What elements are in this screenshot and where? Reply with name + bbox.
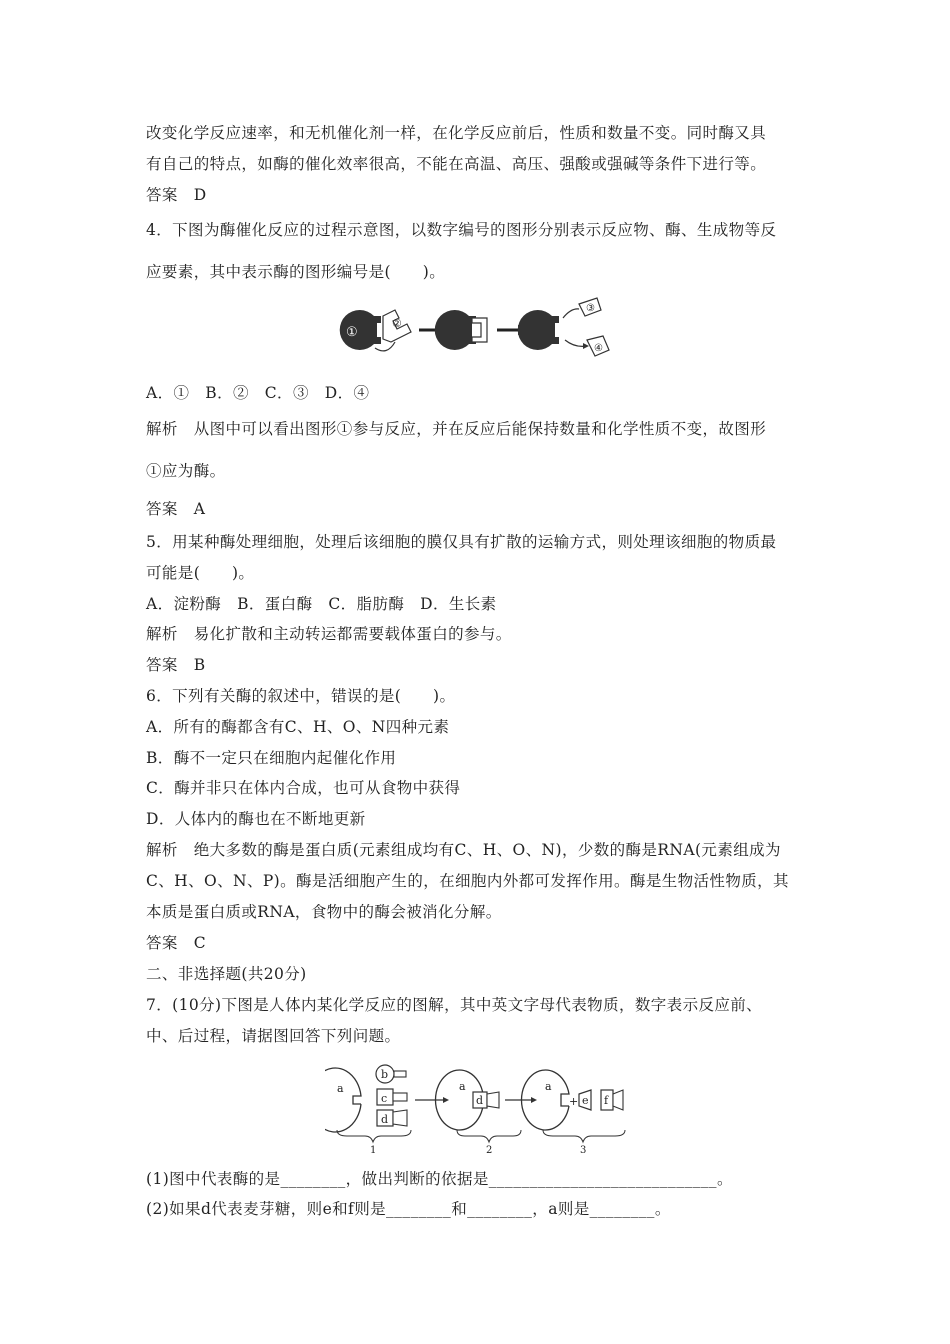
label-d-2: d: [476, 1094, 484, 1107]
question-7-stem: 7．(10分)下图是人体内某化学反应的图解，其中英文字母代表物质，数字表示反应前、: [146, 996, 763, 1014]
question-6-option-c: C．酶并非只在体内合成，也可从食物中获得: [146, 779, 461, 797]
label-a-1: a: [337, 1082, 344, 1095]
question-4-stem: 4．下图为酶催化反应的过程示意图，以数字编号的图形分别表示反应物、酶、生成物等反: [146, 221, 777, 239]
question-6-option-b: B．酶不一定只在细胞内起催化作用: [146, 749, 397, 767]
text-line: 有自己的特点，如酶的催化效率很高，不能在高温、高压、强酸或强碱等条件下进行等。: [146, 155, 767, 173]
answer-line: 答案 A: [146, 500, 206, 518]
label-2: ②: [392, 317, 402, 330]
explanation-line: C、H、O、N、P)。酶是活细胞产生的，在细胞内外都可发挥作用。酶是生物活性物质，其: [146, 872, 789, 890]
label-c: c: [381, 1092, 388, 1105]
explanation-line: 解析 易化扩散和主动转运都需要载体蛋白的参与。: [146, 625, 512, 643]
answer-line: 答案 B: [146, 656, 206, 674]
question-5-options: A．淀粉酶 B．蛋白酶 C．脂肪酶 D．生长素: [146, 595, 497, 613]
stage-label-2: 2: [486, 1145, 493, 1155]
label-e: e: [582, 1094, 589, 1107]
enzyme-catalysis-figure: [335, 290, 625, 365]
answer-line: 答案 D: [146, 186, 207, 204]
label-f: f: [604, 1094, 609, 1107]
explanation-line: 解析 从图中可以看出图形①参与反应，并在反应后能保持数量和化学性质不变，故图形: [146, 420, 767, 438]
question-7-sub-1: (1)图中代表酶的是________，做出判断的依据是____________________________。: [146, 1170, 733, 1188]
label-a-2: a: [459, 1080, 466, 1093]
label-b: b: [381, 1068, 389, 1081]
answer-line: 答案 C: [146, 934, 206, 952]
explanation-line: 本质是蛋白质或RNA，食物中的酶会被消化分解。: [146, 903, 502, 921]
question-4-options: A．① B．② C．③ D．④: [146, 384, 370, 402]
question-7-sub-2: (2)如果d代表麦芽糖，则e和f则是________和________，a则是________。: [146, 1200, 671, 1218]
label-plus: +: [569, 1095, 579, 1108]
question-6-option-d: D．人体内的酶也在不断地更新: [146, 810, 366, 828]
label-a-3: a: [545, 1080, 552, 1093]
question-4-stem: 应要素，其中表示酶的图形编号是( )。: [146, 263, 446, 281]
label-3: ③: [586, 303, 595, 314]
label-d-1: d: [381, 1113, 389, 1126]
question-5-stem: 5．用某种酶处理细胞，处理后该细胞的膜仅具有扩散的运输方式，则处理该细胞的物质最: [146, 533, 777, 551]
label-4: ④: [594, 343, 603, 354]
explanation-line: ①应为酶。: [146, 462, 226, 480]
stage-label-1: 1: [370, 1145, 377, 1155]
question-6-stem: 6．下列有关酶的叙述中，错误的是( )。: [146, 687, 456, 705]
explanation-line: 解析 绝大多数的酶是蛋白质(元素组成均有C、H、O、N)，少数的酶是RNA(元素组成为: [146, 841, 781, 859]
question-5-stem: 可能是( )。: [146, 564, 255, 582]
section-heading: 二、非选择题(共20分): [146, 965, 307, 983]
question-7-stem: 中、后过程，请据图回答下列问题。: [146, 1027, 401, 1045]
text-line: 改变化学反应速率，和无机催化剂一样，在化学反应前后，性质和数量不变。同时酶又具: [146, 124, 767, 142]
question-6-option-a: A．所有的酶都含有C、H、O、N四种元素: [146, 718, 450, 736]
label-1: ①: [346, 325, 358, 340]
stage-label-3: 3: [580, 1145, 587, 1155]
reaction-stages-figure: [325, 1060, 635, 1155]
